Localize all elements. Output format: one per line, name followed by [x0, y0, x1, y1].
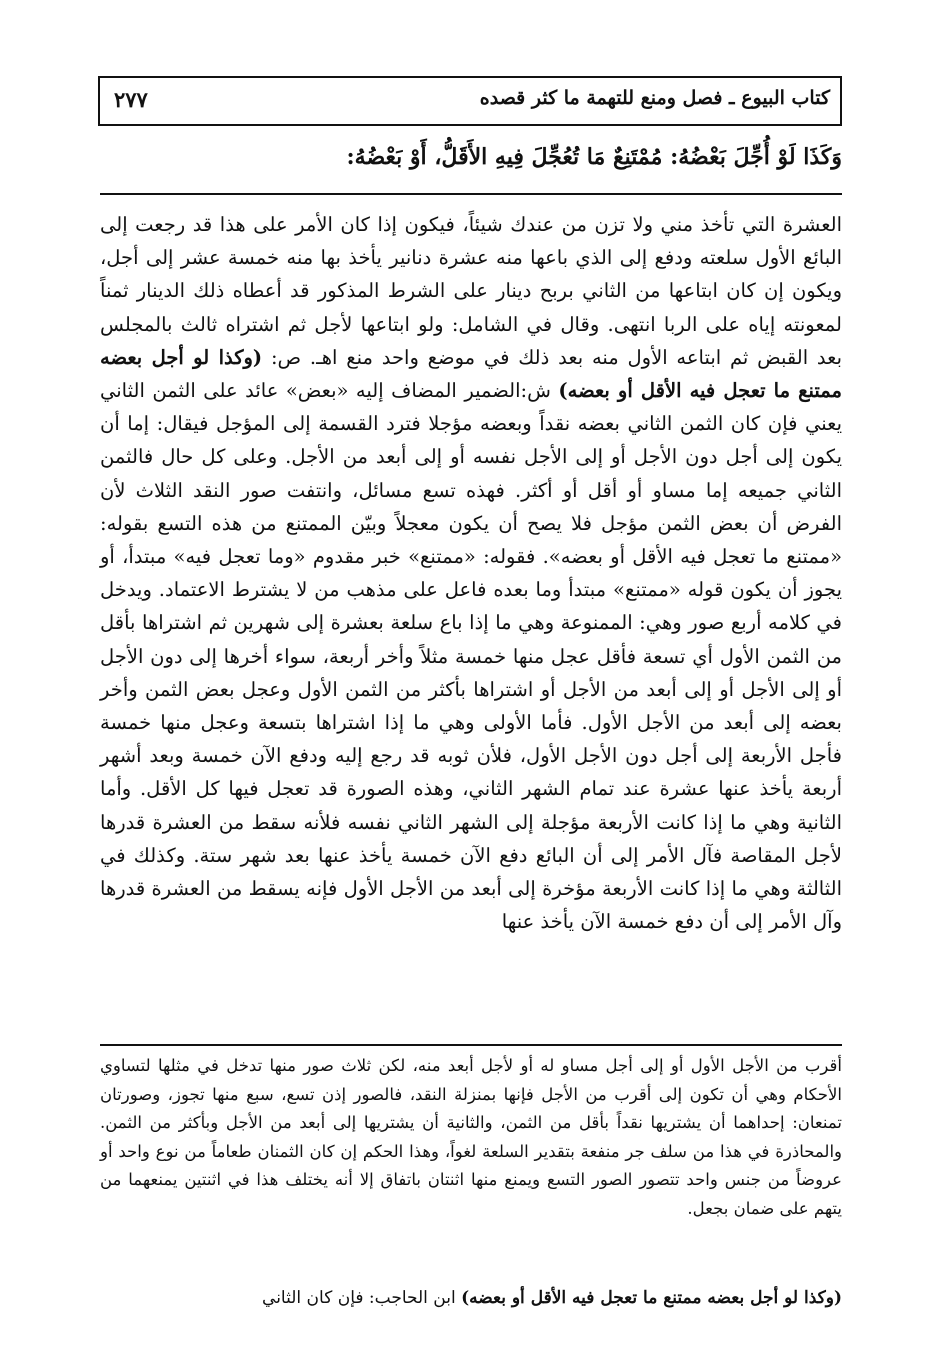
next-commentary-quote: (وكذا لو أجل بعضه ممتنع ما تعجل فيه الأقل أو بعضه): [461, 1288, 842, 1308]
commentary-part-2: ش:الضمير المضاف إليه «بعض» عائد على الثمن الثاني يعني فإن كان الثمن الثاني بعضه نقداً وبعضه مؤجلا فترد القسمة إلى المؤجل فيقال: إما أن يكون إلى أجل دون الأجل أو إلى الأجل نفسه أو إلى أبعد من الأجل. وعلى كل حال فالثمن الثاني جميعه إما مساو أو أقل أو أكثر. فهذه تسع مسائل، وانتفت صور النقد الثلاث لأن الفرض أن بعض الثمن مؤجل فلا يصح أن يكون معجلاً وبيّن الممتنع من هذه التسع بقوله: «ممتنع ما تعجل فيه الأقل أو بعضه». فقوله: «ممتنع» خبر مقدوم «وما تعجل فيه» مبتدأ، أو يجوز أن يكون قوله «ممتنع» مبتدأ وما بعده فاعل على مذهب من لا يشترط الاعتماد. ويدخل في كلامه أربع صور وهي: الممنوعة وهي ما إذا باع سلعة بعشرة إلى شهرين ثم اشتراها بأقل من الثمن الأول أي تسعة فأقل عجل منها خمسة مثلاً وأخر أربعة، سواء أخرها إلى دون الأجل أو إلى الأجل أو إلى أبعد من الأجل أو اشتراها بأكثر من الثمن الأول وعجل بعض الثمن وأخر بعضه إلى أبعد من الأجل الأول. فأما الأولى وهي ما إذا اشتراها بتسعة وعجل منها خمسة فأجل الأربعة إلى أجل دون الأجل الأول، فلأن ثوبه قد رجع إليه ودفع الآن خمسة وبعد أشهر أربعة يأخذ عنها عشرة عند تمام الشهر الثاني، وهذه الصورة قد تعجل فيها كل الأقل. وأما الثانية وهي ما إذا كانت الأربعة مؤجلة إلى الشهر الثاني نفسه فلأنه سقط من العشرة قدرها لأجل المقاصة فآل الأمر إلى أن البائع دفع الآن خمسة يأخذ عنها بعد شهر ستة. وكذلك في الثالثة وهي ما إذا كانت الأربعة مؤخرة إلى أبعد من الأجل الأول فإنه يسقط من العشرة قدرها وآل الأمر إلى أن دفع خمسة الآن يأخذ عنها: [100, 379, 842, 934]
footnote-body: أقرب من الأجل الأول أو إلى أجل مساو له أو لأجل أبعد منه، لكن ثلاث صور منها تدخل في مثلها لتساوي الأحكام وهي أن تكون إلى أقرب من الأجل فإنها بمنزلة النقد، فالصور إذن تسع، سبع منها تجوز، وصورتان تمنعان: إحداهما أن يشتريها نقداً بأقل من الثمن، والثانية أن يشتريها إلى أبعد من الأجل وبأكثر من الثمن. والمحاذرة في هذا من سلف جر منفعة بتقدير السلعة لغواً، وهذا الحكم إن كان الثمنان طعاماً من نوع واحد أو عروضاً من جنس واحد تتصور الصور التسع ويمنع منها اثنتان باتفاق إلا أنه يختلف هذا في اثنتين يمنعهما من يتهم على ضمان بجعل.: [100, 1056, 842, 1218]
commentary-body: [100, 208, 842, 938]
footnote-divider: [100, 1044, 842, 1046]
commentary-quote: (وكذا لو أجل بعضه ممتنع ما تعجل فيه الأقل أو بعضه): [100, 345, 842, 403]
next-commentary-line: [100, 1284, 842, 1312]
header-title: كتاب البيوع ـ فصل ومنع للتهمة ما كثر قصده: [479, 87, 830, 109]
page-number: ٢٧٧: [114, 87, 148, 112]
commentary-part-1: العشرة التي تأخذ مني ولا تزن من عندك شيئاً، فيكون إذا كان الأمر على هذا قد رجعت إلى البائع الأول سلعته ودفع إلى الذي باعها منه عشرة دنانير يأخذ بها منه خمسة عشر إلى أجل، ويكون إن كان ابتاعها من الثاني بربح دينار على الشرط المذكور قد أعطاه ذلك الدينار ثمناً لمعونته إياه على الربا انتهى. وقال في الشامل: ولو ابتاعها لأجل ثم اشتراه ثالث بالمجلس بعد القبض ثم ابتاعه الأول منه بعد ذلك في موضع واحد منع اهـ. ص:: [100, 213, 842, 369]
next-commentary-text: ابن الحاجب: فإن كان الثاني: [262, 1288, 462, 1308]
matn-line: وَكَذَا لَوْ أُجِّلَ بَعْضُهُ: مُمْتَنِعٌ مَا تُعُجِّلَ فِيهِ الأَقَلُّ، أَوْ بَعْضُهُ:: [346, 144, 842, 170]
running-header: [98, 76, 842, 126]
matn-divider: [100, 193, 842, 195]
